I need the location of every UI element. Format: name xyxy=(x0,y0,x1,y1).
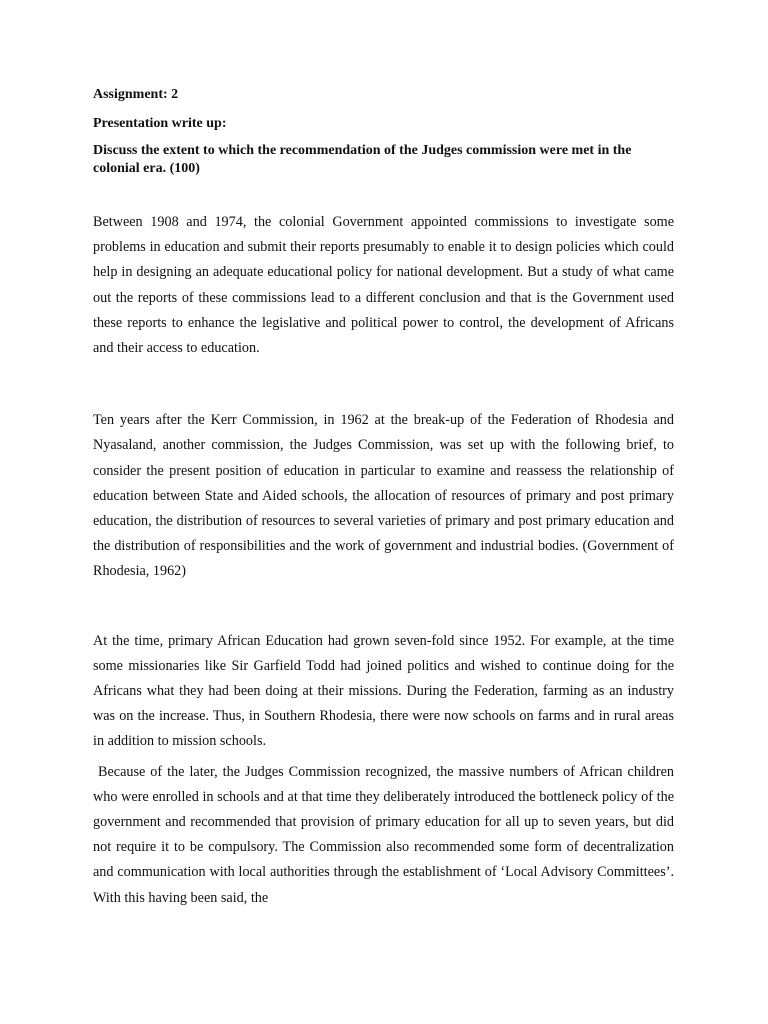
paragraph-3: At the time, primary African Education had grown seven-fold since 1952. For example, at the time some missionaries like Sir Garfield Todd had joined politics and wished to continue doing for the Africans what they had been doing at their missions. During the Federation, farming as an industry was on the increase. Thus, in Southern Rhodesia, there were now schools on farms and in rural areas in addition to mission schools. xyxy=(93,632,674,750)
assignment-label: Assignment: 2 xyxy=(93,87,179,102)
essay-question: Discuss the extent to which the recommendation of the Judges commission were met in the colonial era. (100) xyxy=(93,143,632,176)
document-page xyxy=(93,86,678,911)
paragraph-4: Because of the later, the Judges Commission recognized, the massive numbers of African children who were enrolled in schools and at that time they deliberately introduced the bottleneck policy of the government and recommended that provision of primary education for all up to seven years, but did not require it to be compulsory. The Commission also recommended some form of decentralization and communication with local authorities through the establishment of ‘Local Advisory Committees’. With this having been said, the xyxy=(93,763,678,906)
presentation-subtitle: Presentation write up: xyxy=(93,116,227,131)
paragraph-2: Ten years after the Kerr Commission, in 1962 at the break-up of the Federation of Rhodesia and Nyasaland, another commission, the Judges Commission, was set up with the following brief, to consider the present position of education in particular to examine and reassess the relationship of education between State and Aided schools, the allocation of resources of primary and post primary education, the distribution of resources to several varieties of primary and post primary education and the distribution of responsibilities and the work of government and industrial bodies. (Government of Rhodesia, 1962) xyxy=(93,412,674,580)
paragraph-1: Between 1908 and 1974, the colonial Government appointed commissions to investigate some problems in education and submit their reports presumably to enable it to design policies which could help in designing an adequate educational policy for national development. But a study of what came out the reports of these commissions lead to a different conclusion and that is the Government used these reports to enhance the legislative and political power to control, the development of Africans and their access to education. xyxy=(93,214,674,357)
